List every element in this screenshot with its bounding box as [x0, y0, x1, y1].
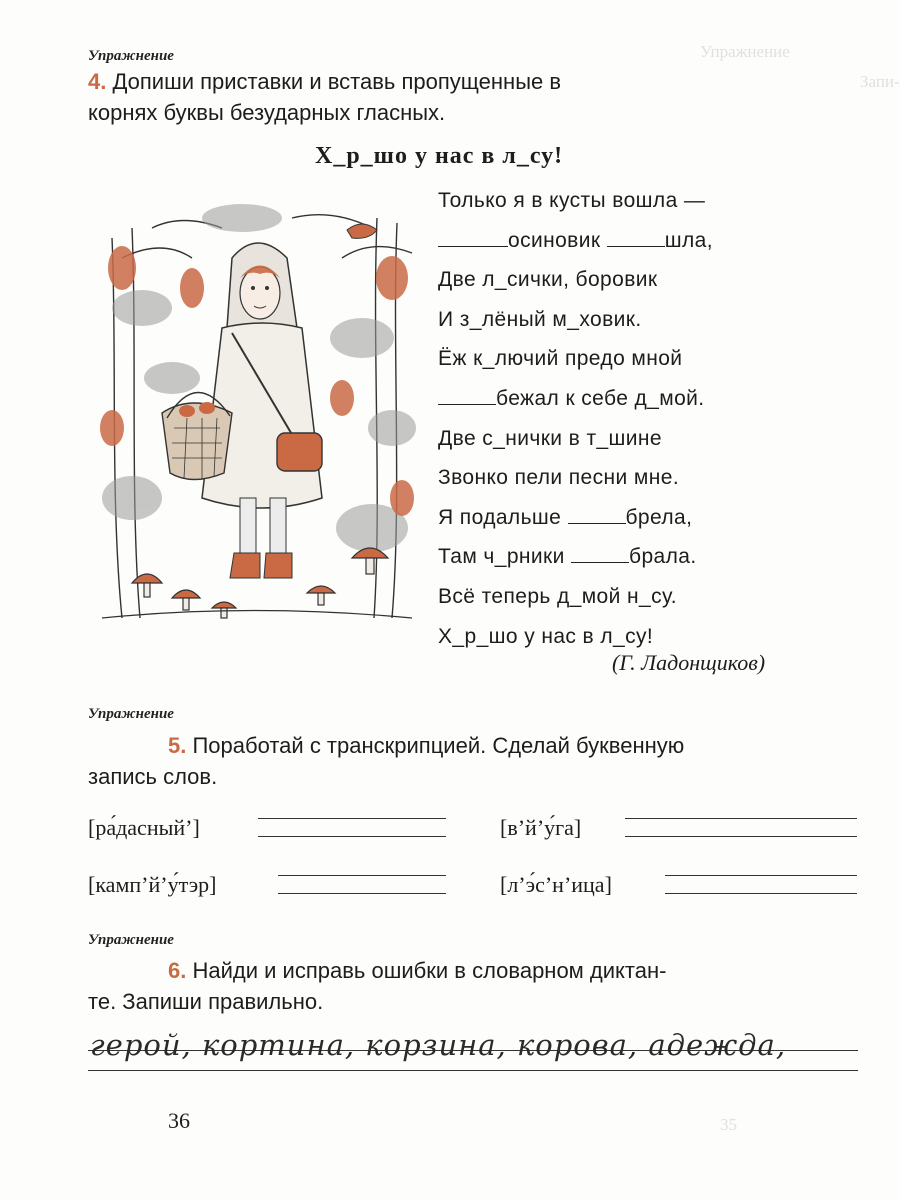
- answer-blank[interactable]: [571, 542, 629, 563]
- page-number: 36: [168, 1108, 190, 1133]
- poem-line: Всё теперь д_мой н_су.: [438, 584, 678, 608]
- exercise-5-task: [168, 730, 868, 761]
- answer-blank[interactable]: [438, 384, 496, 405]
- exercise-number: 6.: [168, 958, 187, 983]
- transcription-word: [ра́дасный’]: [88, 815, 200, 840]
- answer-blank[interactable]: [438, 226, 508, 247]
- answer-line[interactable]: [665, 875, 857, 876]
- poem-line: Две с_нички в т_шине: [438, 426, 662, 450]
- answer-line[interactable]: [278, 875, 446, 876]
- answer-blank[interactable]: [568, 503, 626, 524]
- writing-line[interactable]: [88, 1070, 858, 1071]
- answer-line[interactable]: [625, 836, 857, 837]
- handwritten-answer: герой, кортина, корзина, корова, адежда,: [90, 1028, 787, 1062]
- task-text: корнях буквы безударных гласных.: [88, 100, 446, 125]
- poem-line: Там ч_рники брала.: [438, 542, 858, 582]
- exercise-label: Упражнение: [88, 48, 174, 64]
- poem-line: Х_р_шо у нас в л_су!: [438, 624, 654, 648]
- poem-line: бежал к себе д_мой.: [438, 384, 858, 424]
- poem-line: И з_лёный м_ховик.: [438, 307, 642, 331]
- exercise-6-task: [168, 955, 868, 986]
- poem-title: Х_р_шо у нас в л_су!: [315, 143, 564, 169]
- exercise-label: Упражнение: [88, 932, 174, 948]
- exercise-number: 5.: [168, 733, 187, 758]
- poem-author: (Г. Ладонщиков): [612, 650, 766, 675]
- bleed-through-text: Запи-: [860, 72, 900, 91]
- transcription-word: [л’э́с’н’ица]: [500, 872, 612, 897]
- answer-line[interactable]: [258, 818, 446, 819]
- bleed-through-text: 35: [720, 1115, 737, 1134]
- transcription-word: [в’й’у́га]: [500, 815, 582, 840]
- task-text: те. Запиши правильно.: [88, 989, 324, 1014]
- task-text: Допиши приставки и вставь пропущенные в: [112, 69, 562, 94]
- answer-line[interactable]: [625, 818, 857, 819]
- poem-line: Две л_сички, боровик: [438, 268, 658, 292]
- poem-line: Только я в кусты вошла —: [438, 189, 706, 212]
- answer-blank[interactable]: [607, 226, 665, 247]
- answer-line[interactable]: [258, 836, 446, 837]
- poem-line: Я подальше брела,: [438, 503, 858, 543]
- poem: [438, 186, 858, 661]
- answer-line[interactable]: [278, 893, 446, 894]
- task-text: запись слов.: [88, 764, 218, 789]
- poem-line: осиновик шла,: [438, 226, 858, 266]
- transcription-word: [камп’й’у́тэр]: [88, 872, 217, 897]
- task-text: Найди и исправь ошибки в словарном диктан-: [192, 958, 667, 983]
- task-text: Поработай с транскрипцией. Сделай буквенную: [192, 733, 685, 758]
- exercise-number: 4.: [88, 69, 107, 94]
- poem-line: Звонко пели песни мне.: [438, 466, 680, 490]
- poem-line: Ёж к_лючий предо мной: [438, 347, 683, 371]
- exercise-label: Упражнение: [88, 706, 174, 722]
- answer-line[interactable]: [665, 893, 857, 894]
- bleed-through-text: Упражнение: [700, 42, 790, 61]
- exercise-4-task: [88, 66, 868, 128]
- girl-in-forest-illustration: [92, 198, 422, 628]
